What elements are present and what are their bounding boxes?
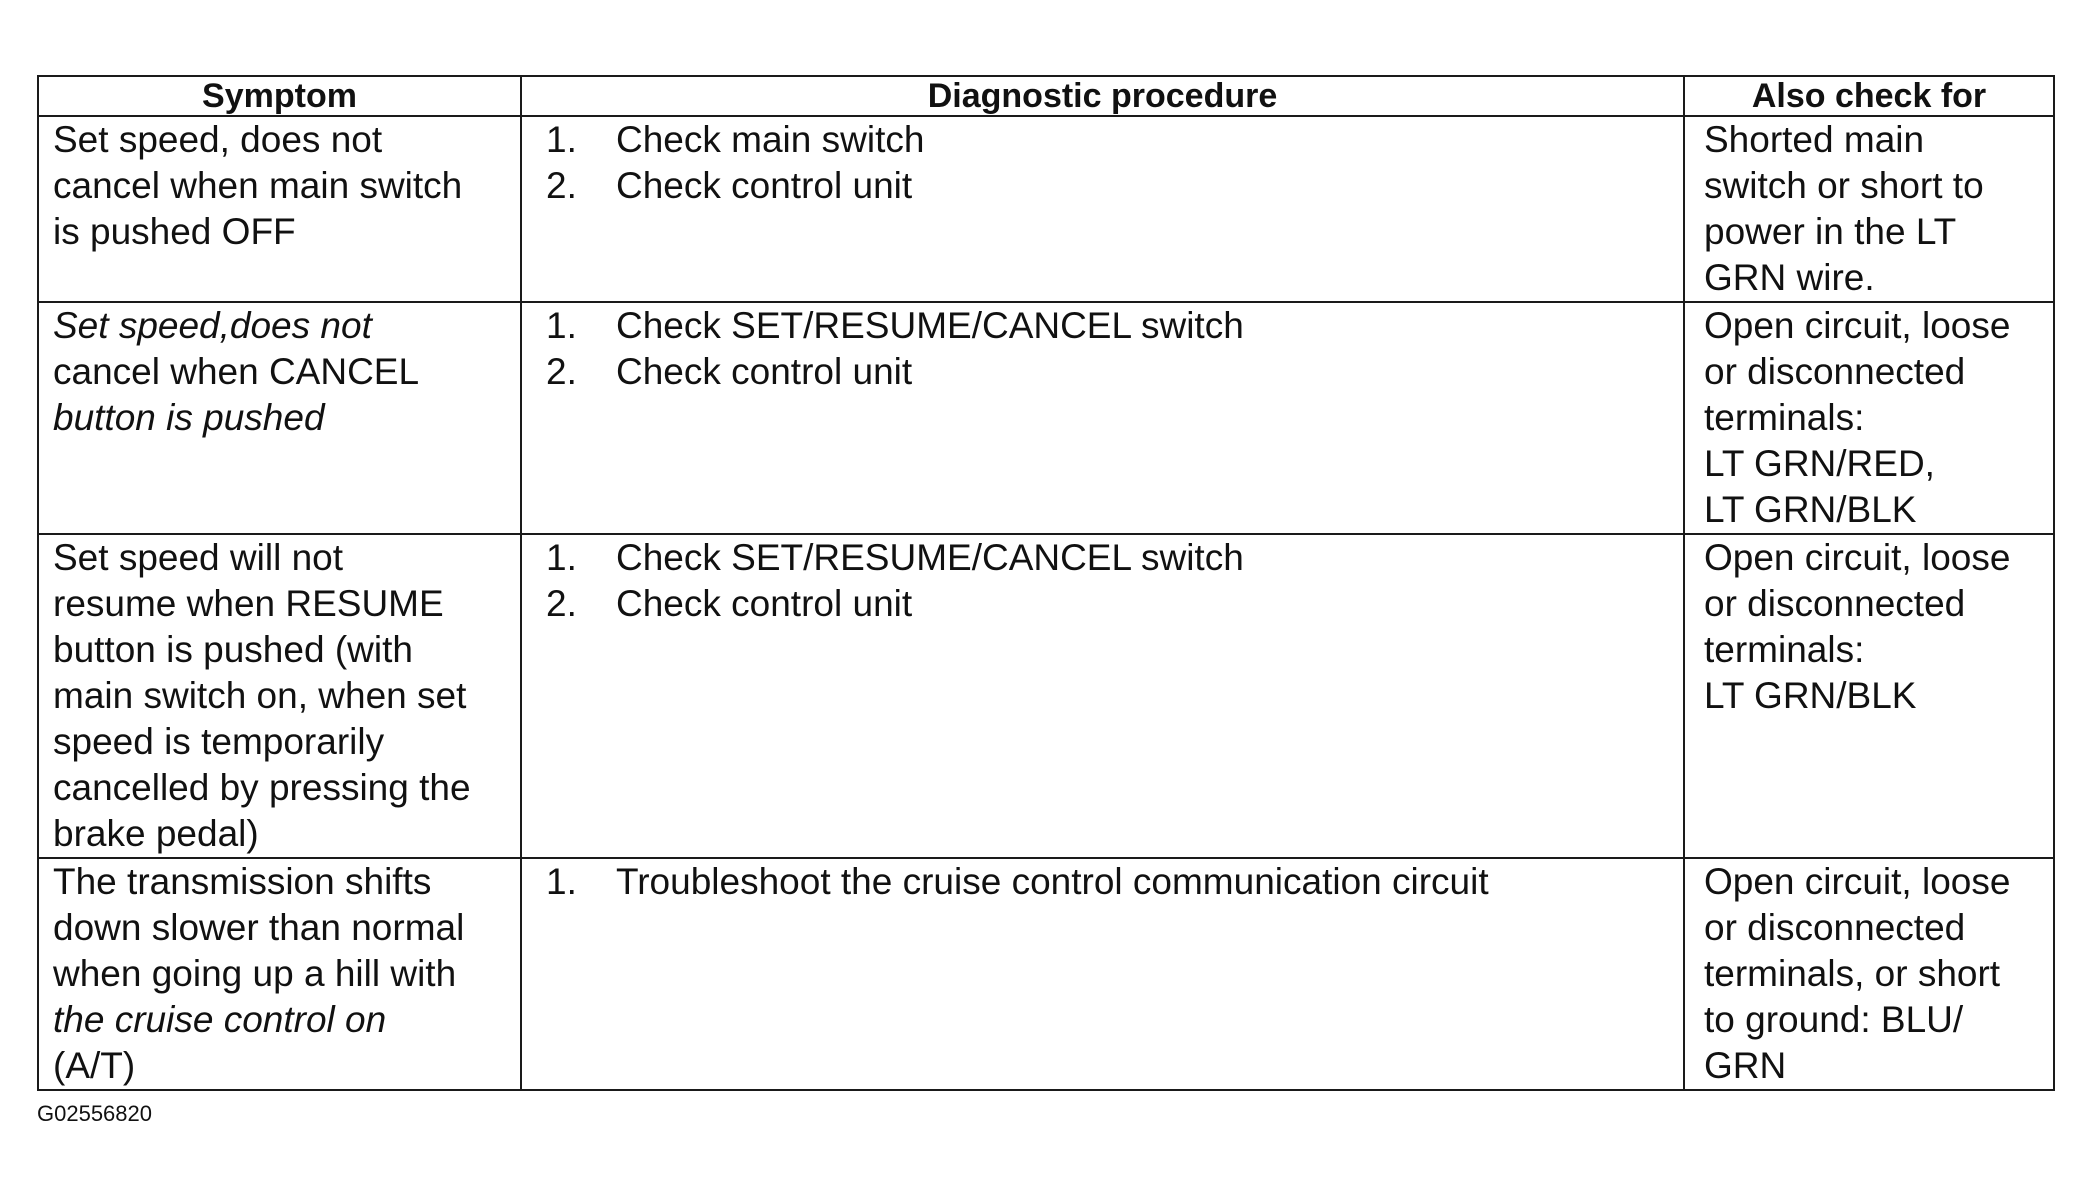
check-line: terminals, or short <box>1704 953 2001 994</box>
symptom-line: button is pushed (with <box>53 629 413 670</box>
check-line: Open circuit, loose <box>1704 305 2011 346</box>
symptom-cell <box>38 534 521 858</box>
procedure-cell <box>521 858 1684 1090</box>
step-text: Check SET/RESUME/CANCEL switch <box>616 537 1244 578</box>
table-header-row <box>38 76 2054 116</box>
also-check-cell <box>1684 302 2054 534</box>
step-number: 1. <box>546 861 577 902</box>
check-line: terminals: <box>1704 629 1865 670</box>
symptom-cell <box>38 116 521 302</box>
procedure-step <box>546 349 1673 395</box>
check-line: to ground: BLU/ <box>1704 999 1964 1040</box>
also-check-cell <box>1684 116 2054 302</box>
step-number: 1. <box>546 537 577 578</box>
also-check-cell <box>1684 534 2054 858</box>
procedure-step <box>546 303 1673 349</box>
check-line: LT GRN/BLK <box>1704 489 1917 530</box>
check-line: GRN <box>1704 1045 1787 1086</box>
symptom-line: button is pushed <box>53 397 325 438</box>
step-text: Check SET/RESUME/CANCEL switch <box>616 305 1244 346</box>
table-row <box>38 302 2054 534</box>
step-text: Check control unit <box>616 165 913 206</box>
procedure-cell <box>521 302 1684 534</box>
check-line: power in the LT <box>1704 211 1957 252</box>
check-line: or disconnected <box>1704 583 1966 624</box>
symptom-line: speed is temporarily <box>53 721 385 762</box>
check-line: LT GRN/RED, <box>1704 443 1935 484</box>
symptom-line: brake pedal) <box>53 813 259 854</box>
check-line: Shorted main <box>1704 119 1925 160</box>
check-line: or disconnected <box>1704 351 1966 392</box>
symptom-line: Set speed will not <box>53 537 344 578</box>
procedure-step <box>546 859 1673 905</box>
table-row <box>38 858 2054 1090</box>
diagnostic-table <box>37 75 2055 1091</box>
symptom-line: down slower than normal <box>53 907 465 948</box>
symptom-line: when going up a hill with <box>53 953 457 994</box>
symptom-line: main switch on, when set <box>53 675 467 716</box>
procedure-step <box>546 163 1673 209</box>
symptom-line: cancel when main switch <box>53 165 463 206</box>
symptom-line: resume when RESUME <box>53 583 444 624</box>
procedure-step <box>546 535 1673 581</box>
check-line: switch or short to <box>1704 165 1984 206</box>
check-line: terminals: <box>1704 397 1865 438</box>
symptom-line: the cruise control on <box>53 999 387 1040</box>
symptom-line: cancel when CANCEL <box>53 351 420 392</box>
check-line: LT GRN/BLK <box>1704 675 1917 716</box>
table-row <box>38 534 2054 858</box>
procedure-cell <box>521 534 1684 858</box>
symptom-line: is pushed OFF <box>53 211 296 252</box>
step-text: Check control unit <box>616 351 913 392</box>
header-symptom: Symptom <box>38 76 521 116</box>
step-number: 1. <box>546 305 577 346</box>
symptom-line: cancelled by pressing the <box>53 767 471 808</box>
check-line: or disconnected <box>1704 907 1966 948</box>
step-text: Check main switch <box>616 119 925 160</box>
header-diagnostic-procedure: Diagnostic procedure <box>521 76 1684 116</box>
step-text: Troubleshoot the cruise control communication circuit <box>616 861 1489 902</box>
step-number: 2. <box>546 583 577 624</box>
step-number: 1. <box>546 119 577 160</box>
procedure-step <box>546 117 1673 163</box>
symptom-line: The transmission shifts <box>53 861 432 902</box>
step-number: 2. <box>546 351 577 392</box>
step-number: 2. <box>546 165 577 206</box>
procedure-step <box>546 581 1673 627</box>
symptom-line: Set speed,does not <box>53 305 372 346</box>
check-line: GRN wire. <box>1704 257 1875 298</box>
symptom-cell <box>38 858 521 1090</box>
step-text: Check control unit <box>616 583 913 624</box>
symptom-line: (A/T) <box>53 1045 136 1086</box>
symptom-cell <box>38 302 521 534</box>
check-line: Open circuit, loose <box>1704 537 2011 578</box>
header-also-check-for: Also check for <box>1684 76 2054 116</box>
symptom-line: Set speed, does not <box>53 119 383 160</box>
check-line: Open circuit, loose <box>1704 861 2011 902</box>
procedure-cell <box>521 116 1684 302</box>
table-row <box>38 116 2054 302</box>
also-check-cell <box>1684 858 2054 1090</box>
figure-id: G02556820 <box>37 1101 152 1126</box>
